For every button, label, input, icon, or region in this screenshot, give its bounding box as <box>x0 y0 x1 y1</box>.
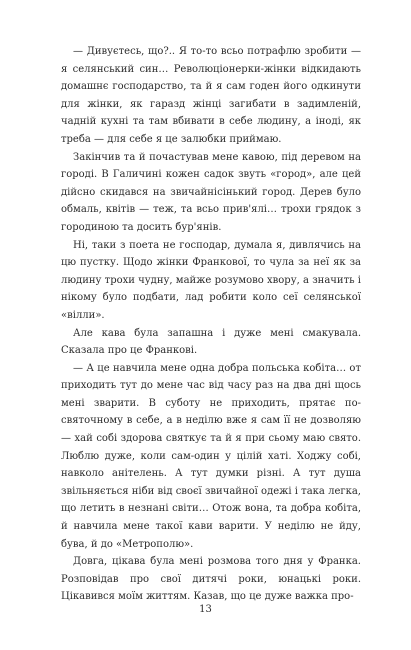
paragraph-4: Але кава була запашна і дуже мені смакувала. Сказала про це Франкові. <box>61 327 361 357</box>
paragraph-6: Довга, цікава була мені розмова того дня у Франка. Розповідав про свої дитячі роки, юнацькі роки. Цікавився моїм життям. Казав, що це дуже важка про- <box>61 556 361 603</box>
paragraph-1: — Дивуєтесь, що?.. Я то-то всьо потрафлю зробити — я селянський син… Революціонерки-жінки відкидають домашнє господарство, та й я сам годен його одкинути для жінки, як гаразд жінці загибати в задимленій, чадній кухні та там вбивати в себе людину, а іноді, як треба — для себе я це залюбки приймаю. <box>61 46 361 145</box>
paragraph-3: Ні, таки з поета не господар, думала я, дивлячись на цю пустку. Щодо жінки Франкової, то чула за неї як за людину трохи чудну, майже розумово хвору, а значить і нікому було подбати, лад робити коло сеї селянської «вілли». <box>61 239 361 321</box>
paragraph-5: — А це навчила мене одна добра польська кобіта… от приходить тут до мене час від часу раз на два дні щось мені зварити. В суботу не приходить, прятає по-святочному в себе, а в неділю вже я сам її не дозволяю — хай собі здорова святкує та й я при сьому маю свято. Люблю дуже, коли сам-один у цілій хаті. Ходжу собі, навколо анітелень. А тут думки різні. А тут душа звільняється ніби від своєї звичайної одежі і така легка, що летить в незнані світи… Отож вона, та добра кобіта, й навчила мене такої кави варити. У неділю не йду, бува, й до «Метрополю». <box>61 362 361 550</box>
paragraph-2: Закінчив та й почастував мене кавою, під деревом на городі. В Галичині кожен садок звуть «город», але цей дійсно скидався на звичайнісінький город. Дерев було обмаль, квітів — теж, та всьо прив'ялі… трохи грядок з городиною та досить бур'янів. <box>61 151 361 233</box>
body-text <box>61 43 361 606</box>
page-number: 13 <box>199 604 212 615</box>
